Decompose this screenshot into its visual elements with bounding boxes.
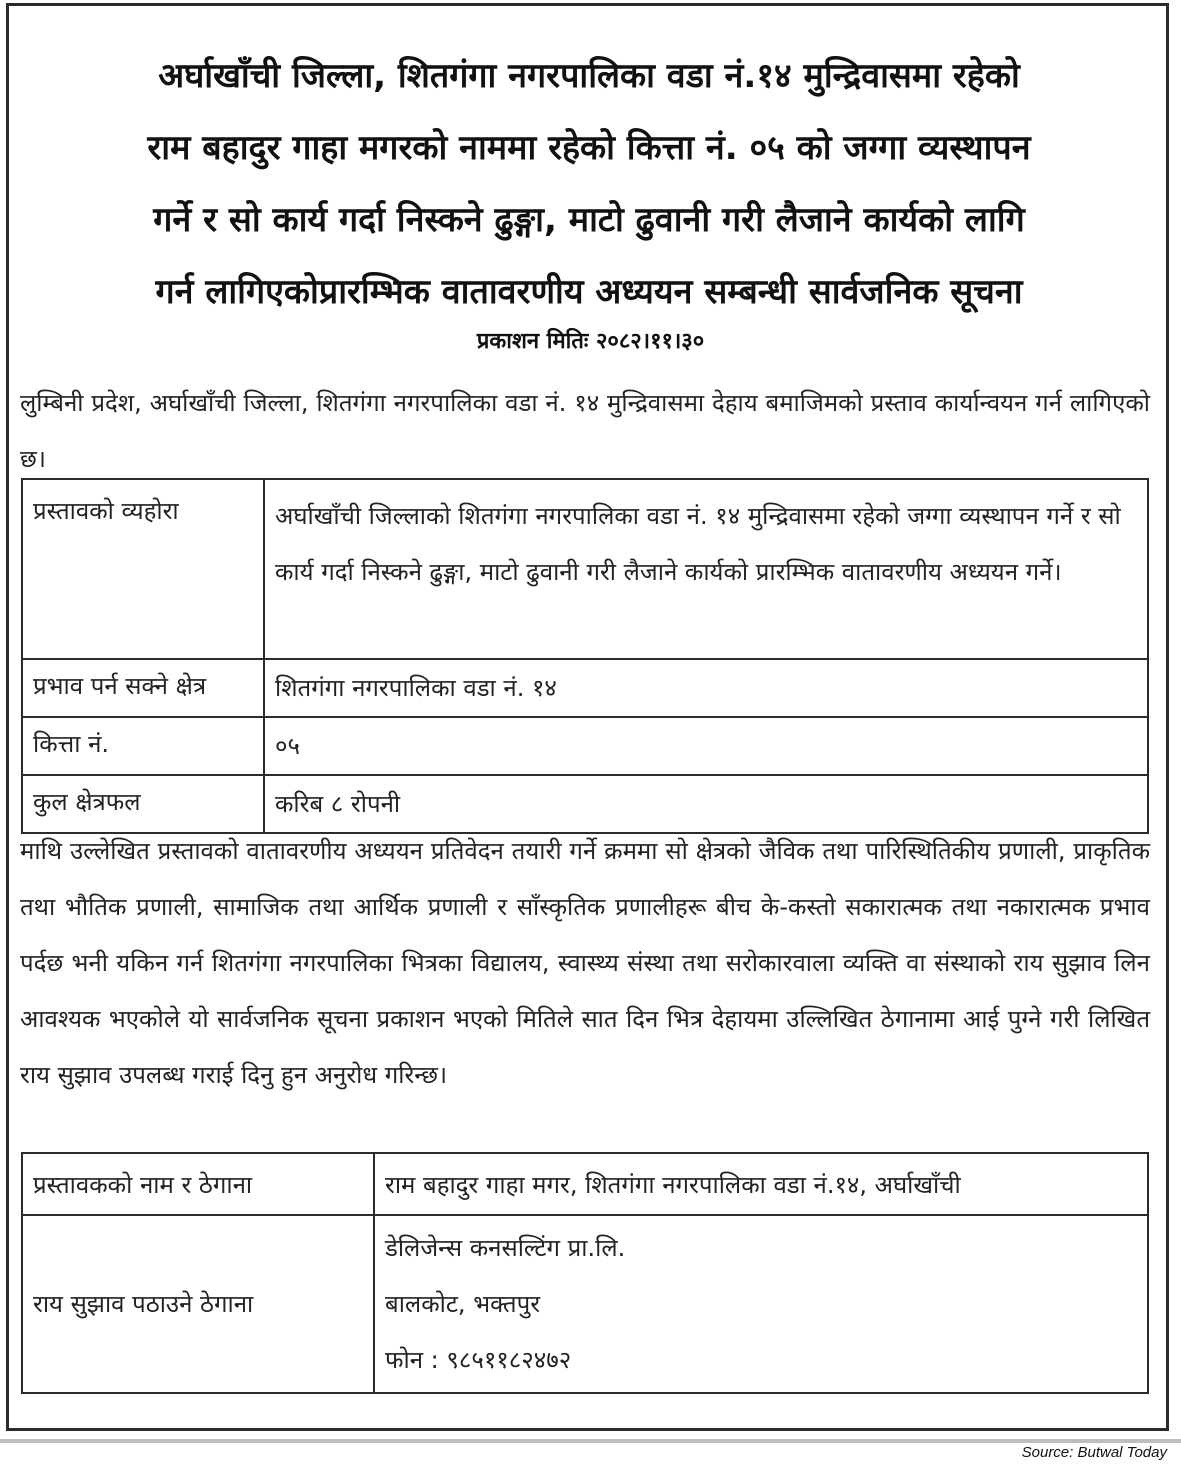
publication-date: प्रकाशन मितिः २०८२।११।३०	[476, 329, 705, 354]
source-credit: Source: Butwal Today	[1021, 1444, 1167, 1461]
proposal-key: प्रस्तावको व्यहोरा	[22, 479, 264, 659]
proposal-value: अर्घाखाँची जिल्लाको शितगंगा नगरपालिका वडा नं. १४ मुन्द्रिवासमा रहेको जग्गा व्यस्थापन गर्ने र सो कार्य गर्दा निस्कने ढुङ्गा, माटो ढुवानी गरी लैजाने कार्यको प्रारम्भिक वातावरणीय अध्ययन गर्ने।	[264, 479, 1148, 659]
table-row	[22, 659, 1148, 717]
contact-table	[21, 1152, 1149, 1394]
proposal-table	[21, 478, 1149, 834]
consultant-name: डेलिजेन्स कनसल्टिंग प्रा.लि.	[385, 1234, 626, 1262]
consultant-phone: फोन : ९८५११८२४७२	[385, 1346, 572, 1374]
table-row	[22, 1153, 1148, 1215]
proposer-value: राम बहादुर गाहा मगर, शितगंगा नगरपालिका वडा नं.१४, अर्घाखाँची	[374, 1153, 1148, 1215]
body-paragraph: माथि उल्लेखित प्रस्तावको वातावरणीय अध्ययन प्रतिवेदन तयारी गर्ने क्रममा सो क्षेत्रको जैविक तथा पारिस्थितिकीय प्रणाली, प्राकृतिक तथा भौतिक प्रणाली, सामाजिक तथा आर्थिक प्रणाली र साँस्कृतिक प्रणालीहरू बीच के-कस्तो सकारात्मक तथा नकारात्मक प्रभाव पर्दछ भनी यकिन गर्न शितगंगा नगरपालिका भित्रका विद्यालय, स्वास्थ्य संस्था तथा सरोकारवाला व्यक्ति वा संस्थाको राय सुझाव लिन आवश्यक भएकोले यो सार्वजनिक सूचना प्रकाशन भएको मितिले सात दिन भित्र देहायमा उल्लिखित ठेगानामा आई पुग्ने गरी लिखित राय सुझाव उपलब्ध गराई दिनु हुन अनुरोध गरिन्छ।	[20, 837, 1150, 1089]
intro-paragraph: लुम्बिनी प्रदेश, अर्घाखाँची जिल्ला, शितगंगा नगरपालिका वडा नं. १४ मुन्द्रिवासमा देहाय बमाजिमको प्रस्ताव कार्यान्वयन गर्न लागिएको छ।	[20, 389, 1150, 473]
notice-title	[14, 40, 1164, 328]
title-line-3: गर्ने र सो कार्य गर्दा निस्कने ढुङ्गा, माटो ढुवानी गरी लैजाने कार्यको लागि	[153, 200, 1025, 240]
feedback-address-value	[374, 1215, 1148, 1393]
table-row	[22, 717, 1148, 775]
affected-area-key: प्रभाव पर्न सक्ने क्षेत्र	[22, 659, 264, 717]
title-line-4: गर्न लागिएकोप्रारम्भिक वातावरणीय अध्ययन सम्बन्धी सार्वजनिक सूचना	[155, 272, 1023, 312]
footer-divider	[0, 1439, 1181, 1443]
plot-number-key: कित्ता नं.	[22, 717, 264, 775]
table-row	[22, 479, 1148, 659]
title-line-2: राम बहादुर गाहा मगरको नाममा रहेको कित्ता नं. ०५ को जग्गा व्यस्थापन	[147, 128, 1031, 168]
consultant-address: बालकोट, भक्तपुर	[385, 1290, 541, 1318]
feedback-address-key: राय सुझाव पठाउने ठेगाना	[22, 1215, 374, 1393]
title-line-1: अर्घाखाँची जिल्ला, शितगंगा नगरपालिका वडा नं.१४ मुन्द्रिवासमा रहेको	[158, 56, 1020, 96]
table-row	[22, 1215, 1148, 1393]
affected-area-value: शितगंगा नगरपालिका वडा नं. १४	[264, 659, 1148, 717]
proposer-key: प्रस्तावकको नाम र ठेगाना	[22, 1153, 374, 1215]
total-area-value: करिब ८ रोपनी	[264, 775, 1148, 833]
total-area-key: कुल क्षेत्रफल	[22, 775, 264, 833]
plot-number-value: ०५	[264, 717, 1148, 775]
